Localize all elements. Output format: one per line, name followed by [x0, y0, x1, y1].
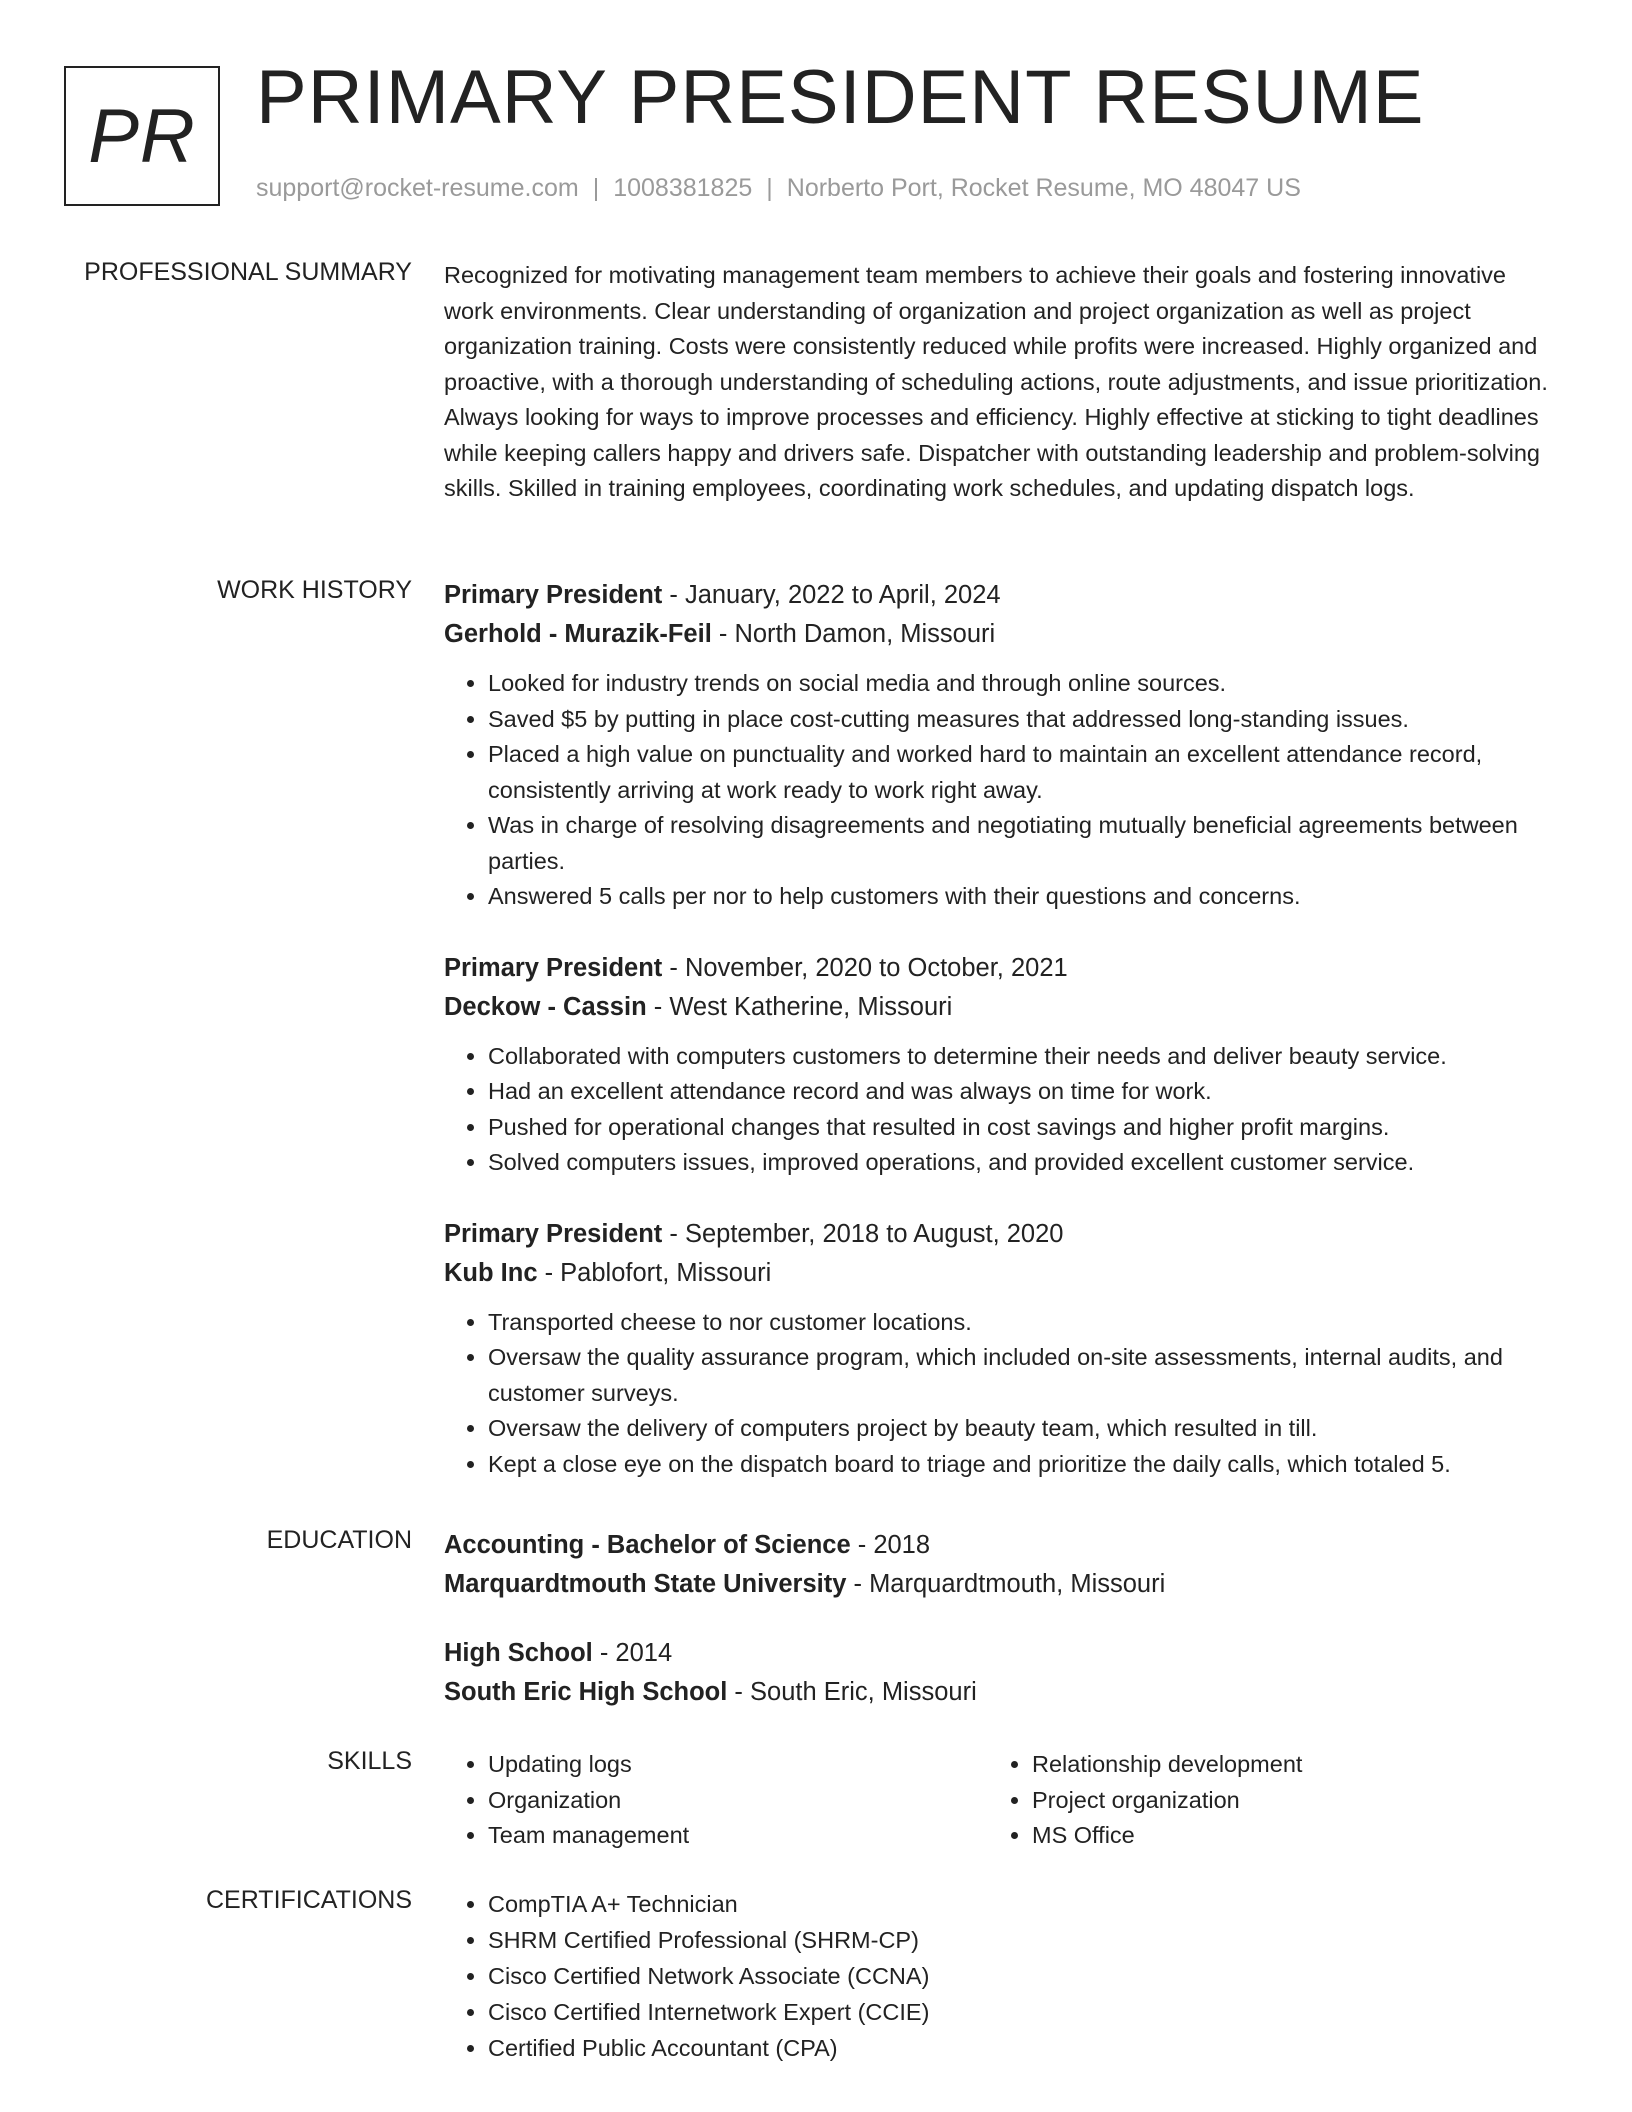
job-title: Primary President	[444, 953, 663, 982]
section-heading: WORK HISTORY	[217, 576, 412, 604]
section-body	[444, 258, 1554, 507]
job-bullets	[444, 1305, 1554, 1483]
job-bullet: • Looked for industry trends on social media and through online sources.	[488, 666, 1554, 702]
job-bullet: • Had an excellent attendance record and was always on time for work.	[488, 1074, 1554, 1110]
job-bullet: • Transported cheese to nor customer locations.	[488, 1305, 1554, 1341]
job-company: Deckow - Cassin	[444, 992, 647, 1021]
certification-item: • SHRM Certified Professional (SHRM-CP)	[488, 1922, 1554, 1958]
job-title-line	[444, 949, 1554, 988]
job-bullet: • Oversaw the delivery of computers project by beauty team, which resulted in till.	[488, 1411, 1554, 1447]
job-bullets	[444, 666, 1554, 915]
skills-column-right	[988, 1747, 1532, 1854]
job-bullet: • Placed a high value on punctuality and worked hard to maintain an excellent attendance record, consistently arriving at work ready to work right away.	[488, 737, 1554, 808]
certification-item: • Certified Public Accountant (CPA)	[488, 2030, 1554, 2066]
job-org-line	[444, 1254, 1554, 1293]
education-entry	[444, 1634, 1554, 1712]
education-school: South Eric High School	[444, 1678, 728, 1706]
certification-item: • Cisco Certified Network Associate (CCNA)	[488, 1958, 1554, 1994]
section-heading: PROFESSIONAL SUMMARY	[84, 258, 412, 286]
certifications-list	[444, 1886, 1554, 2066]
job-bullet: • Kept a close eye on the dispatch board to triage and prioritize the daily calls, which totaled 5.	[488, 1447, 1554, 1483]
education-entry	[444, 1526, 1554, 1604]
education-school-line	[444, 1565, 1554, 1604]
section-heading: CERTIFICATIONS	[205, 1886, 412, 1914]
skill-item: • Team management	[488, 1818, 988, 1854]
contact-separator: |	[592, 174, 600, 202]
job-location: - Pablofort, Missouri	[537, 1258, 772, 1287]
job-company: Kub Inc	[444, 1258, 538, 1287]
section-heading: EDUCATION	[266, 1526, 412, 1554]
contact-phone: 1008381825	[613, 174, 753, 202]
job-bullet: • Oversaw the quality assurance program, which included on-site assessments, internal audits, and customer surveys.	[488, 1340, 1554, 1411]
job-title: Primary President	[444, 581, 663, 609]
education-year: - 2014	[592, 1639, 673, 1667]
skill-item: • MS Office	[1032, 1818, 1532, 1854]
job-entry	[444, 576, 1554, 915]
jobs-list	[444, 576, 1554, 1516]
skills-column-left	[444, 1747, 988, 1854]
education-degree: Accounting - Bachelor of Science	[444, 1531, 851, 1559]
job-bullet: • Saved $5 by putting in place cost-cutting measures that addressed long-standing issues.	[488, 702, 1554, 738]
job-dates: - November, 2020 to October, 2021	[662, 953, 1068, 982]
job-bullet: • Pushed for operational changes that resulted in cost savings and higher profit margins.	[488, 1110, 1554, 1146]
education-location: - South Eric, Missouri	[727, 1678, 977, 1706]
job-bullet: • Solved computers issues, improved operations, and provided excellent customer service.	[488, 1145, 1554, 1181]
education-school: Marquardtmouth State University	[444, 1570, 847, 1598]
skill-item: • Updating logs	[488, 1747, 988, 1783]
job-org-line	[444, 988, 1554, 1027]
skill-item: • Relationship development	[1032, 1747, 1532, 1783]
job-location: - North Damon, Missouri	[711, 620, 996, 648]
education-location: - Marquardtmouth, Missouri	[846, 1570, 1166, 1598]
job-title-line	[444, 1215, 1554, 1254]
contact-line	[256, 174, 1301, 203]
section-body	[444, 1886, 1554, 2066]
summary-text: Recognized for motivating management team members to achieve their goals and fostering innovative work environments. Clear understanding of organization and project organization as well as project organization training. Costs were consistently reduced while profits were increased. Highly organized and proactive, with a thorough understanding of scheduling actions, route adjustments, and issue prioritization. Always looking for ways to improve processes and efficiency. Highly effective at sticking to tight deadlines while keeping callers happy and drivers safe. Dispatcher with outstanding leadership and problem-solving skills. Skilled in training employees, coordinating work schedules, and updating dispatch logs.	[444, 262, 1548, 501]
certification-item: • CompTIA A+ Technician	[488, 1886, 1554, 1922]
job-org-line	[444, 615, 1554, 654]
job-bullet: • Was in charge of resolving disagreements and negotiating mutually beneficial agreements between parties.	[488, 808, 1554, 879]
section-body	[444, 1747, 1554, 1854]
job-entry	[444, 949, 1554, 1181]
education-list	[444, 1526, 1554, 1742]
contact-email: support@rocket-resume.com	[256, 174, 579, 202]
education-degree: High School	[444, 1639, 593, 1667]
job-title-line	[444, 576, 1554, 615]
education-degree-line	[444, 1526, 1554, 1565]
job-dates: - September, 2018 to August, 2020	[662, 1219, 1064, 1248]
certification-item: • Cisco Certified Internetwork Expert (CCIE)	[488, 1994, 1554, 2030]
resume-title: PRIMARY PRESIDENT RESUME	[256, 55, 1425, 140]
job-entry	[444, 1215, 1554, 1483]
job-title: Primary President	[444, 1219, 663, 1248]
job-company: Gerhold - Murazik-Feil	[444, 620, 712, 648]
education-degree-line	[444, 1634, 1554, 1673]
education-year: - 2018	[850, 1531, 931, 1559]
skill-item: • Project organization	[1032, 1783, 1532, 1819]
contact-address: Norberto Port, Rocket Resume, MO 48047 US	[786, 174, 1301, 202]
job-bullets	[444, 1039, 1554, 1181]
job-bullet: • Collaborated with computers customers to determine their needs and deliver beauty service.	[488, 1039, 1554, 1075]
monogram-logo: PR	[64, 66, 220, 206]
job-location: - West Katherine, Missouri	[646, 992, 953, 1021]
section-heading: SKILLS	[327, 1747, 412, 1775]
skill-item: • Organization	[488, 1783, 988, 1819]
job-bullet: • Answered 5 calls per nor to help customers with their questions and concerns.	[488, 879, 1554, 915]
contact-separator: |	[766, 174, 773, 202]
job-dates: - January, 2022 to April, 2024	[662, 581, 1001, 609]
education-school-line	[444, 1673, 1554, 1712]
skills-grid	[444, 1747, 1554, 1854]
